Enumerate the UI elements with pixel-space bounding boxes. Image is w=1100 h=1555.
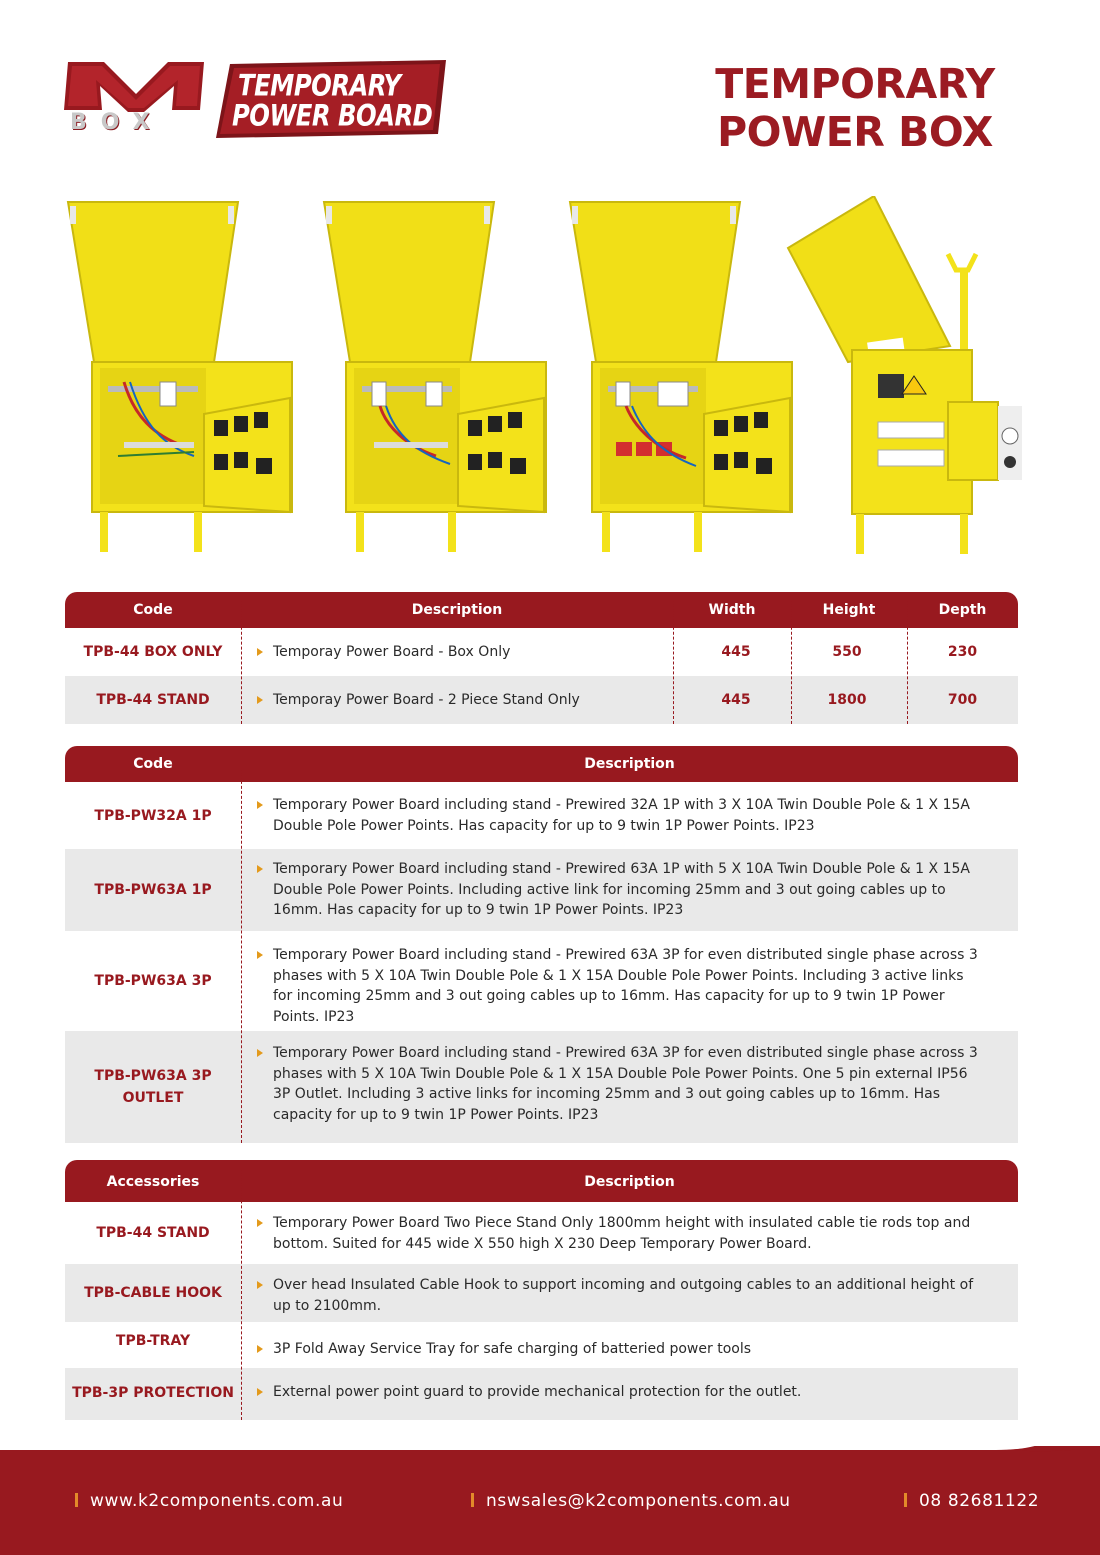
footer-email-link[interactable]: nswsales@k2components.com.au (471, 1490, 791, 1512)
column-divider (791, 592, 792, 724)
header-description: Description (411, 602, 503, 618)
bullet-arrow-icon (257, 865, 263, 873)
row-description: Temporary Power Board including stand - Prewired 32A 1P with 3 X 10A Twin Double Pole & 1 X 15A Double Pole Power Points. Has capacity for up to 9 twin 1P Power Points. IP23 (257, 782, 987, 849)
header-code: Code (133, 756, 173, 772)
accessories-table-header (65, 1160, 1018, 1202)
row-code: TPB-PW63A 3P OUTLET (94, 1068, 212, 1106)
footer-phone-link[interactable]: 08 82681122 (904, 1490, 1039, 1512)
row-code: TPB-44 BOX ONLY (83, 644, 223, 660)
header-code: Code (133, 602, 173, 618)
logo-banner (216, 60, 448, 138)
row-description: Temporay Power Board - Box Only (257, 628, 667, 676)
row-width: 445 (721, 644, 751, 660)
header-height: Height (822, 602, 876, 618)
table-row (65, 628, 1018, 676)
row-code: TPB-44 STAND (96, 692, 210, 708)
product-image-box-3p-outlet (782, 196, 1026, 556)
footer (0, 1446, 1100, 1555)
product-image-box-3p (560, 196, 796, 556)
row-code: TPB-44 STAND (96, 1225, 210, 1241)
row-description: Temporay Power Board - 2 Piece Stand Only (257, 676, 667, 724)
bullet-arrow-icon (257, 696, 263, 704)
row-description: Temporary Power Board including stand - Prewired 63A 3P for even distributed single phase across 3 phases with 5 X 10A Twin Double Pole & 1 X 15A Double Pole Power Points. One 5 pin external IP56 3P Outlet. Including 3 active links for incoming 25mm and 3 out going cables up to 16mm. Has capacity for up to 9 twin 1P Power Points. IP23 (257, 1031, 987, 1143)
bullet-arrow-icon (257, 1281, 263, 1289)
row-code: TPB-PW63A 3P (94, 973, 212, 989)
bullet-arrow-icon (257, 1388, 263, 1396)
bullet-arrow-icon (257, 648, 263, 656)
dimensions-table-header (65, 592, 1018, 628)
header-description: Description (584, 1174, 675, 1190)
bullet-arrow-icon (257, 1219, 263, 1227)
bullet-arrow-icon (257, 951, 263, 959)
row-description: Temporary Power Board including stand - Prewired 63A 1P with 5 X 10A Twin Double Pole & 1 X 15A Double Pole Power Points. Including active link for incoming 25mm and 3 out going cables up to 16mm. Has capacity for up to 9 twin 1P Power Points. IP23 (257, 849, 987, 931)
row-height: 1800 (827, 692, 867, 708)
column-divider (907, 592, 908, 724)
footer-marker-icon (471, 1493, 474, 1507)
row-description: Over head Insulated Cable Hook to support incoming and outgoing cables to an additional height of up to 2100mm. (257, 1264, 987, 1322)
table-row (65, 1264, 1018, 1322)
page-title-line-2: POWER BOX (717, 108, 993, 156)
column-divider (673, 592, 674, 724)
column-divider (241, 1160, 242, 1420)
bullet-arrow-icon (257, 1345, 263, 1353)
brand-logo (64, 56, 448, 140)
column-divider (241, 592, 242, 724)
row-code: TPB-3P PROTECTION (72, 1385, 234, 1401)
dimensions-table (65, 592, 1018, 724)
logo-banner-line-1: TEMPORARY (238, 69, 401, 104)
row-depth: 230 (947, 644, 978, 660)
header-width: Width (708, 602, 756, 618)
bullet-arrow-icon (257, 1049, 263, 1057)
table-row (65, 1368, 1018, 1420)
row-code: TPB-PW63A 1P (94, 882, 212, 898)
table-row (65, 849, 1018, 931)
row-description: External power point guard to provide mechanical protection for the outlet. (257, 1368, 987, 1420)
table-row (65, 1202, 1018, 1264)
accessories-table (65, 1160, 1018, 1420)
table-row (65, 1031, 1018, 1143)
row-description: 3P Fold Away Service Tray for safe charging of batteried power tools (257, 1322, 987, 1368)
row-description: Temporary Power Board Two Piece Stand Only 1800mm height with insulated cable tie rods top and bottom. Suited for 445 wide X 550 high X 230 Deep Temporary Power Board. (257, 1202, 987, 1264)
prewired-boards-table (65, 746, 1018, 1143)
header-description: Description (584, 756, 675, 772)
row-depth: 700 (947, 692, 978, 708)
page-title-line-1: TEMPORARY (715, 60, 995, 108)
row-description: Temporary Power Board including stand - Prewired 63A 3P for even distributed single phase across 3 phases with 5 X 10A Twin Double Pole & 1 X 15A Double Pole Power Points. Including 3 active links for incoming 25mm and 3 out going cables up to 16mm. Has capacity for up to 9 twin 1P Power Points. IP23 (257, 931, 987, 1031)
column-divider (241, 746, 242, 1143)
row-code: TPB-PW32A 1P (94, 807, 212, 824)
table-row (65, 676, 1018, 724)
bullet-arrow-icon (257, 801, 263, 809)
header-accessories: Accessories (106, 1174, 200, 1190)
row-width: 445 (721, 692, 751, 708)
logo-banner-line-2: POWER BOARD (232, 99, 433, 134)
row-code: TPB-CABLE HOOK (84, 1285, 222, 1301)
table-row (65, 931, 1018, 1031)
footer-marker-icon (75, 1493, 78, 1507)
row-height: 550 (832, 644, 862, 660)
header-depth: Depth (938, 602, 987, 618)
footer-marker-icon (904, 1493, 907, 1507)
footer-website-link[interactable]: www.k2components.com.au (75, 1490, 343, 1512)
product-image-box-1p (64, 196, 300, 556)
logo-box-text: BOX (70, 110, 164, 135)
table-row (65, 1322, 1018, 1368)
product-image-box-1p-63a (316, 196, 552, 556)
row-code: TPB-TRAY (115, 1333, 191, 1349)
prewired-table-header (65, 746, 1018, 782)
table-row (65, 782, 1018, 849)
page-title (690, 60, 1020, 156)
